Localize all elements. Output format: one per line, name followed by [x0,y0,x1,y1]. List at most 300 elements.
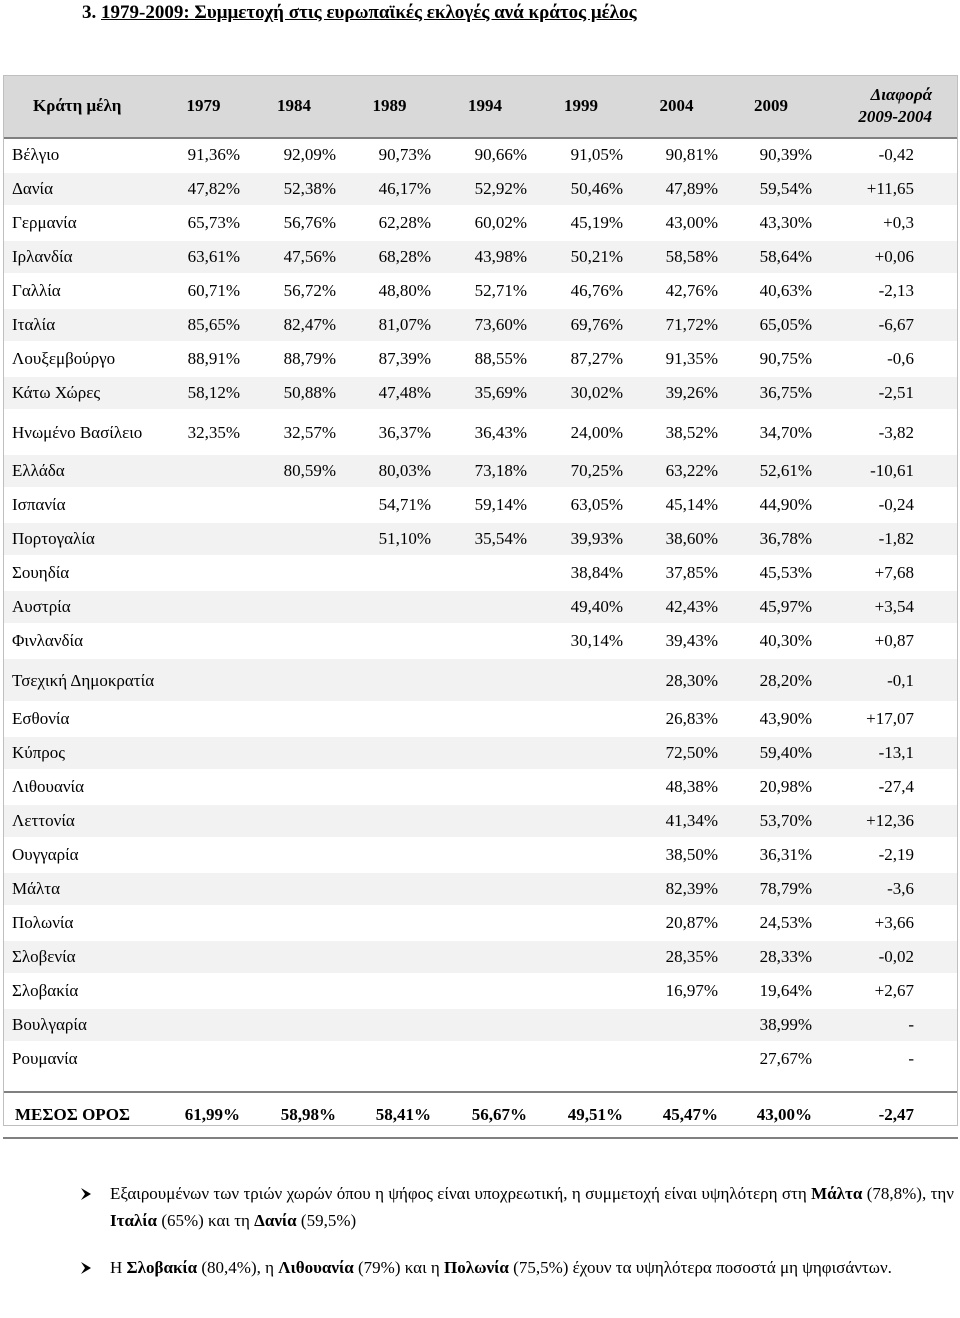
empty-cell [437,1008,533,1042]
note-emphasis: Δανία [254,1211,297,1230]
empty-cell [629,1008,724,1042]
value-cell: 48,38% [629,770,724,804]
note-emphasis: Πολωνία [444,1258,509,1277]
empty-cell [161,454,246,488]
empty-cell [342,804,437,838]
empty-cell [342,838,437,872]
value-cell: 82,47% [246,308,342,342]
empty-cell [342,770,437,804]
value-cell: 52,61% [724,454,818,488]
empty-cell [246,624,342,658]
value-cell: 36,78% [724,522,818,556]
value-cell: 41,34% [629,804,724,838]
value-cell: 80,59% [246,454,342,488]
table-row [3,838,958,872]
diff-cell: -0,24 [818,488,958,522]
value-cell: 50,21% [533,240,629,274]
diff-cell: - [818,1042,958,1076]
empty-cell [246,522,342,556]
value-cell: 72,50% [629,736,724,770]
section-number: 3. [82,2,97,23]
empty-cell [342,590,437,624]
country-cell: Ουγγαρία [3,838,161,872]
value-cell: 30,02% [533,376,629,410]
value-cell: 47,56% [246,240,342,274]
note-run: (59,5%) [296,1211,357,1230]
empty-cell [246,804,342,838]
empty-cell [437,702,533,736]
diff-cell: -0,1 [818,658,958,702]
value-cell: 36,31% [724,838,818,872]
value-cell: 48,80% [342,274,437,308]
empty-cell [161,1008,246,1042]
value-cell: 63,22% [629,454,724,488]
country-cell: Σλοβακία [3,974,161,1008]
value-cell: 30,14% [533,624,629,658]
value-cell: 60,71% [161,274,246,308]
country-cell: Κάτω Χώρες [3,376,161,410]
value-cell: 90,66% [437,138,533,172]
country-cell: Λιθουανία [3,770,161,804]
diff-cell: -0,6 [818,342,958,376]
value-cell: 50,88% [246,376,342,410]
header-year: 2004 [629,75,724,138]
value-cell: 70,25% [533,454,629,488]
empty-cell [533,804,629,838]
value-cell: 88,91% [161,342,246,376]
empty-cell [342,556,437,590]
empty-cell [437,940,533,974]
value-cell: 45,97% [724,590,818,624]
value-cell: 24,00% [533,410,629,454]
empty-cell [161,590,246,624]
value-cell: 52,71% [437,274,533,308]
value-cell: 65,73% [161,206,246,240]
value-cell: 32,35% [161,410,246,454]
table-row [3,940,958,974]
value-cell: 32,57% [246,410,342,454]
value-cell: 38,84% [533,556,629,590]
table-row [3,308,958,342]
diff-cell: -2,13 [818,274,958,308]
page-title [82,2,637,24]
note-emphasis: Ιταλία [110,1211,158,1230]
empty-cell [533,838,629,872]
country-cell: Κύπρος [3,736,161,770]
country-cell: Αυστρία [3,590,161,624]
table-row [3,342,958,376]
empty-cell [533,736,629,770]
diff-cell: -13,1 [818,736,958,770]
value-cell: 28,20% [724,658,818,702]
average-value: 58,98% [246,1092,342,1138]
value-cell: 44,90% [724,488,818,522]
note-emphasis: Μάλτα [811,1184,863,1203]
empty-cell [161,488,246,522]
table-row [3,376,958,410]
country-cell: Τσεχική Δημοκρατία [3,658,161,702]
value-cell: 35,69% [437,376,533,410]
empty-cell [629,1042,724,1076]
empty-cell [533,770,629,804]
diff-cell: -0,02 [818,940,958,974]
table-spacer [3,1076,958,1092]
value-cell: 38,50% [629,838,724,872]
note-run: (80,4%), η [197,1258,279,1277]
arrow-bullet-icon [78,1180,98,1207]
section-title: 1979-2009: Συμμετοχή στις ευρωπαϊκές εκλογές ανά κράτος μέλος [101,2,637,23]
table-header-row [3,75,958,138]
diff-cell: +0,87 [818,624,958,658]
empty-cell [246,1042,342,1076]
table-row [3,488,958,522]
country-cell: Ρουμανία [3,1042,161,1076]
value-cell: 38,99% [724,1008,818,1042]
empty-cell [533,1042,629,1076]
table-row [3,702,958,736]
country-cell: Δανία [3,172,161,206]
header-year: 1979 [161,75,246,138]
value-cell: 71,72% [629,308,724,342]
empty-cell [161,770,246,804]
notes-list [78,1180,954,1301]
diff-cell: +17,07 [818,702,958,736]
empty-cell [533,702,629,736]
note-run: Εξαιρουμένων των τριών χωρών όπου η ψήφος είναι υποχρεωτική, η συμμετοχή είναι υψηλότερη στη [110,1184,812,1203]
value-cell: 20,87% [629,906,724,940]
average-value: 61,99% [161,1092,246,1138]
table-row [3,240,958,274]
value-cell: 63,05% [533,488,629,522]
empty-cell [342,974,437,1008]
value-cell: 87,27% [533,342,629,376]
value-cell: 90,73% [342,138,437,172]
value-cell: 27,67% [724,1042,818,1076]
empty-cell [161,624,246,658]
value-cell: 56,76% [246,206,342,240]
note-run: (78,8%), την [862,1184,954,1203]
value-cell: 43,00% [629,206,724,240]
diff-cell: +12,36 [818,804,958,838]
empty-cell [246,488,342,522]
value-cell: 78,79% [724,872,818,906]
note-run: (79%) και η [353,1258,445,1277]
empty-cell [533,872,629,906]
country-cell: Βουλγαρία [3,1008,161,1042]
diff-cell: -2,51 [818,376,958,410]
table-row [3,274,958,308]
empty-cell [437,1042,533,1076]
value-cell: 63,61% [161,240,246,274]
empty-cell [342,940,437,974]
value-cell: 58,64% [724,240,818,274]
value-cell: 52,92% [437,172,533,206]
header-year: 2009 [724,75,818,138]
empty-cell [246,658,342,702]
empty-cell [342,872,437,906]
empty-cell [342,906,437,940]
value-cell: 36,43% [437,410,533,454]
empty-cell [437,906,533,940]
note-item [78,1180,954,1234]
empty-cell [246,974,342,1008]
country-cell: Πορτογαλία [3,522,161,556]
table-row [3,804,958,838]
header-diff [818,75,958,138]
diff-cell: +2,67 [818,974,958,1008]
empty-cell [342,736,437,770]
empty-cell [246,940,342,974]
value-cell: 46,76% [533,274,629,308]
table-row [3,624,958,658]
value-cell: 26,83% [629,702,724,736]
value-cell: 47,89% [629,172,724,206]
empty-cell [437,872,533,906]
value-cell: 58,12% [161,376,246,410]
value-cell: 90,39% [724,138,818,172]
value-cell: 45,14% [629,488,724,522]
empty-cell [161,906,246,940]
empty-cell [246,872,342,906]
empty-cell [161,556,246,590]
empty-cell [437,770,533,804]
value-cell: 38,60% [629,522,724,556]
value-cell: 43,90% [724,702,818,736]
value-cell: 19,64% [724,974,818,1008]
empty-cell [533,658,629,702]
empty-cell [161,736,246,770]
diff-cell: +0,06 [818,240,958,274]
diff-cell: +0,3 [818,206,958,240]
empty-cell [161,522,246,556]
table-row [3,556,958,590]
diff-cell: -27,4 [818,770,958,804]
country-cell: Πολωνία [3,906,161,940]
arrow-bullet-icon [78,1254,98,1281]
empty-cell [246,736,342,770]
diff-cell: -2,19 [818,838,958,872]
empty-cell [161,804,246,838]
value-cell: 59,14% [437,488,533,522]
value-cell: 52,38% [246,172,342,206]
diff-cell: -3,82 [818,410,958,454]
table-row [3,974,958,1008]
country-cell: Σλοβενία [3,940,161,974]
country-cell: Λουξεμβούργο [3,342,161,376]
country-cell: Ελλάδα [3,454,161,488]
value-cell: 20,98% [724,770,818,804]
average-value: 45,47% [629,1092,724,1138]
table-row [3,658,958,702]
empty-cell [161,940,246,974]
value-cell: 91,36% [161,138,246,172]
value-cell: 90,75% [724,342,818,376]
value-cell: 39,26% [629,376,724,410]
value-cell: 92,09% [246,138,342,172]
empty-cell [437,556,533,590]
header-year: 1989 [342,75,437,138]
table-row [3,770,958,804]
value-cell: 36,37% [342,410,437,454]
average-value: 49,51% [533,1092,629,1138]
header-diff-label: Διαφορά [870,85,932,104]
value-cell: 39,43% [629,624,724,658]
empty-cell [437,974,533,1008]
empty-cell [342,1008,437,1042]
country-cell: Βέλγιο [3,138,161,172]
value-cell: 54,71% [342,488,437,522]
table-row [3,906,958,940]
value-cell: 49,40% [533,590,629,624]
note-emphasis: Λιθουανία [278,1258,354,1277]
table-row [3,410,958,454]
value-cell: 80,03% [342,454,437,488]
table-row [3,172,958,206]
value-cell: 38,52% [629,410,724,454]
average-row [3,1092,958,1138]
country-cell: Γαλλία [3,274,161,308]
header-year: 1984 [246,75,342,138]
empty-cell [437,736,533,770]
header-year: 1994 [437,75,533,138]
value-cell: 40,63% [724,274,818,308]
value-cell: 91,35% [629,342,724,376]
spacer-cell [3,1076,958,1092]
diff-cell: +11,65 [818,172,958,206]
diff-cell: +3,66 [818,906,958,940]
value-cell: 91,05% [533,138,629,172]
value-cell: 81,07% [342,308,437,342]
table-row [3,872,958,906]
diff-cell: -0,42 [818,138,958,172]
empty-cell [161,702,246,736]
value-cell: 47,82% [161,172,246,206]
table-row [3,736,958,770]
value-cell: 35,54% [437,522,533,556]
value-cell: 28,33% [724,940,818,974]
value-cell: 42,43% [629,590,724,624]
empty-cell [437,658,533,702]
note-text [110,1184,954,1230]
empty-cell [437,590,533,624]
empty-cell [533,1008,629,1042]
empty-cell [342,624,437,658]
empty-cell [161,974,246,1008]
empty-cell [342,702,437,736]
value-cell: 88,79% [246,342,342,376]
empty-cell [246,906,342,940]
value-cell: 37,85% [629,556,724,590]
country-cell: Μάλτα [3,872,161,906]
empty-cell [161,658,246,702]
average-diff: -2,47 [818,1092,958,1138]
value-cell: 16,97% [629,974,724,1008]
diff-cell: -1,82 [818,522,958,556]
value-cell: 85,65% [161,308,246,342]
note-item [78,1254,954,1281]
empty-cell [533,906,629,940]
value-cell: 45,19% [533,206,629,240]
note-text [110,1258,892,1277]
value-cell: 65,05% [724,308,818,342]
turnout-table [3,75,958,1139]
value-cell: 47,48% [342,376,437,410]
country-cell: Ιταλία [3,308,161,342]
value-cell: 42,76% [629,274,724,308]
value-cell: 88,55% [437,342,533,376]
country-cell: Ιρλανδία [3,240,161,274]
empty-cell [161,1042,246,1076]
value-cell: 68,28% [342,240,437,274]
header-country: Κράτη μέλη [3,75,161,138]
value-cell: 87,39% [342,342,437,376]
note-run: (65%) και τη [157,1211,255,1230]
country-cell: Φινλανδία [3,624,161,658]
country-cell: Ισπανία [3,488,161,522]
country-cell: Εσθονία [3,702,161,736]
note-run: (75,5%) έχουν τα υψηλότερα ποσοστά μη ψηφισάντων. [508,1258,892,1277]
value-cell: 62,28% [342,206,437,240]
average-label: ΜΕΣΟΣ ΟΡΟΣ [3,1092,161,1138]
country-cell: Σουηδία [3,556,161,590]
empty-cell [342,658,437,702]
header-year: 1999 [533,75,629,138]
empty-cell [533,940,629,974]
value-cell: 51,10% [342,522,437,556]
value-cell: 82,39% [629,872,724,906]
empty-cell [246,770,342,804]
average-value: 56,67% [437,1092,533,1138]
table-row [3,454,958,488]
table-row [3,1042,958,1076]
empty-cell [437,624,533,658]
note-emphasis: Σλοβακία [126,1258,198,1277]
value-cell: 34,70% [724,410,818,454]
average-value: 43,00% [724,1092,818,1138]
diff-cell: - [818,1008,958,1042]
table-row [3,206,958,240]
note-run: Η [110,1258,127,1277]
empty-cell [246,590,342,624]
empty-cell [161,838,246,872]
value-cell: 36,75% [724,376,818,410]
diff-cell: +3,54 [818,590,958,624]
value-cell: 90,81% [629,138,724,172]
value-cell: 43,98% [437,240,533,274]
average-value: 58,41% [342,1092,437,1138]
country-cell: Γερμανία [3,206,161,240]
value-cell: 24,53% [724,906,818,940]
value-cell: 45,53% [724,556,818,590]
diff-cell: -3,6 [818,872,958,906]
value-cell: 73,60% [437,308,533,342]
value-cell: 69,76% [533,308,629,342]
diff-cell: -10,61 [818,454,958,488]
country-cell: Ηνωμένο Βασίλειο [3,410,161,454]
table-row [3,1008,958,1042]
value-cell: 53,70% [724,804,818,838]
value-cell: 60,02% [437,206,533,240]
value-cell: 43,30% [724,206,818,240]
table-row [3,522,958,556]
value-cell: 59,40% [724,736,818,770]
diff-cell: +7,68 [818,556,958,590]
diff-cell: -6,67 [818,308,958,342]
empty-cell [437,838,533,872]
value-cell: 58,58% [629,240,724,274]
empty-cell [246,702,342,736]
value-cell: 39,93% [533,522,629,556]
